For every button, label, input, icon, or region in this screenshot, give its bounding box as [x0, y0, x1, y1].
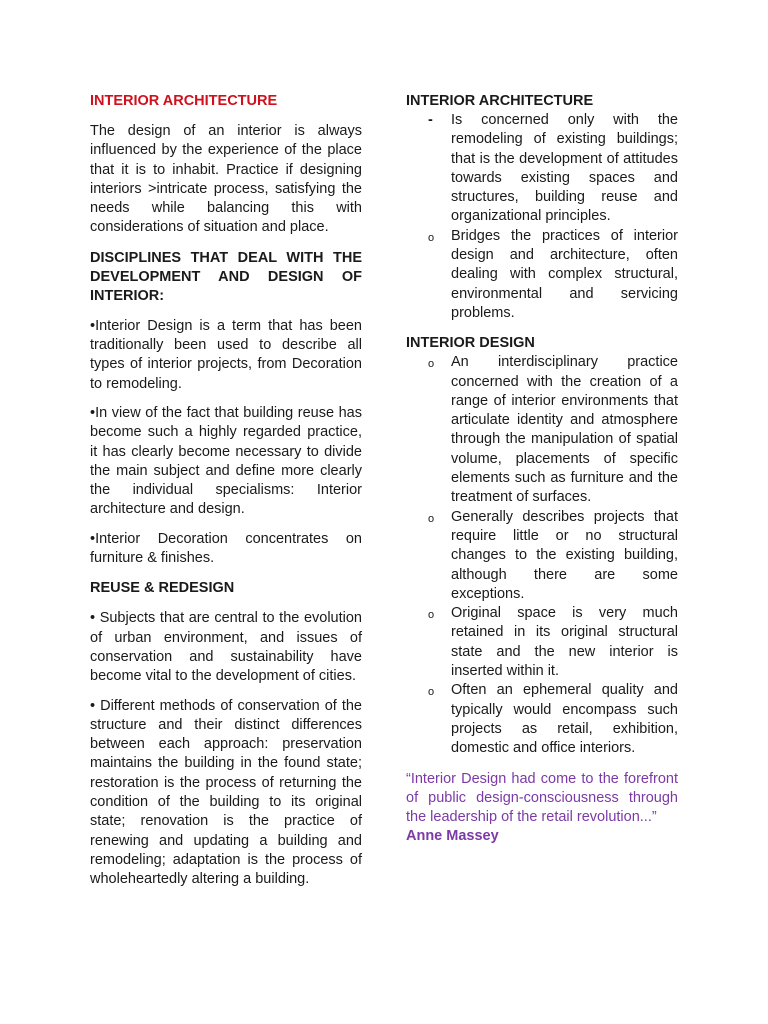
architecture-list [406, 111, 678, 323]
discipline-paragraph: •Interior Design is a term that has been traditionally been used to describe all types of interior projects, from Decoration to remodeling. [90, 317, 362, 392]
reuse-heading: REUSE & REDESIGN [90, 580, 235, 597]
right-column [406, 92, 678, 846]
list-item [406, 227, 678, 323]
list-item-text: Bridges the practices of interior design and architecture, often dealing with complex structural, environmental and servicing problems. [451, 227, 678, 321]
dash-bullet-icon: - [428, 112, 433, 128]
list-item [406, 681, 678, 758]
design-list [406, 353, 678, 758]
reuse-paragraph: • Subjects that are central to the evolution of urban environment, and issues of conservation and sustainability have become vital to the development of cities. [90, 610, 362, 685]
intro-paragraph: The design of an interior is always influenced by the experience of the place that it is to inhabit. Practice if designing interiors >intricate process, satisfying the needs while balancing this with considerations of situation and place. [90, 123, 362, 236]
list-item-text: Original space is very much retained in its original structural state and the new interior is inserted within it. [451, 605, 678, 680]
quote-author: Anne Massey [406, 828, 499, 845]
list-item [406, 353, 678, 507]
quote-text: “Interior Design had come to the forefront of public design-consciousness through the leadership of the retail revolution...” [406, 770, 678, 826]
circle-bullet-icon: o [428, 358, 435, 371]
disciplines-heading: DISCIPLINES THAT DEAL WITH THE DEVELOPMENT AND DESIGN OF INTERIOR: [90, 249, 362, 304]
right-title: INTERIOR ARCHITECTURE [406, 93, 594, 109]
list-item [406, 604, 678, 681]
list-item-text: Is concerned only with the remodeling of existing buildings; that is the development of attitudes towards existing spaces and structures, building reuse and organizational principles. [451, 112, 678, 225]
circle-bullet-icon: o [428, 512, 435, 525]
list-item-text: Generally describes projects that require little or no structural changes to the existing building, although there are some exceptions. [451, 508, 678, 602]
list-item-text: Often an ephemeral quality and typically would encompass such projects as retail, exhibition, domestic and office interiors. [451, 682, 678, 757]
left-title: INTERIOR ARCHITECTURE [90, 93, 278, 109]
reuse-paragraph: • Different methods of conservation of the structure and their distinct differences between each approach: preservation maintains the building in the found state; restoration is the process of returning the condition of the building to its original state; renovation is the practice of renewing and updating a building and remodeling; adaptation is the process of wholeheartedly altering a building. [90, 697, 362, 888]
discipline-paragraph: •In view of the fact that building reuse has become such a highly regarded practice, it has clearly become necessary to divide the main subject and define more clearly the individual specialisms: Interior architecture and design. [90, 404, 362, 518]
list-item [406, 508, 678, 604]
design-heading: INTERIOR DESIGN [406, 335, 535, 352]
list-item-text: An interdisciplinary practice concerned with the creation of a range of interior environments that articulate identity and atmosphere through the manipulation of spatial volume, placements of specific elements such as furniture and the treatment of surfaces. [451, 354, 678, 506]
circle-bullet-icon: o [428, 609, 435, 622]
list-item [406, 111, 678, 227]
circle-bullet-icon: o [428, 231, 435, 244]
circle-bullet-icon: o [428, 686, 435, 699]
left-column [90, 92, 362, 890]
discipline-paragraph: •Interior Decoration concentrates on furniture & finishes. [90, 530, 362, 567]
